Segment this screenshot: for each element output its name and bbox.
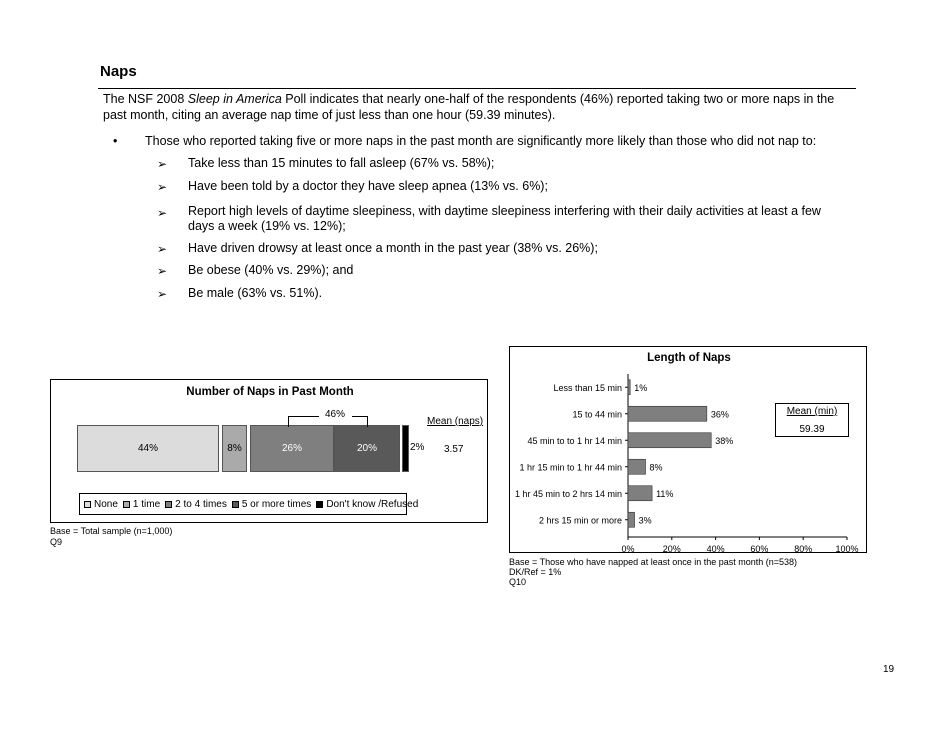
legend-swatch (232, 501, 239, 508)
legend-item (316, 499, 418, 510)
title-rule (98, 88, 856, 89)
naps-base-note: Base = Total sample (n=1,000) (50, 526, 173, 536)
nap-length-chart-title: Length of Naps (647, 352, 731, 364)
bar (628, 512, 635, 527)
bar (628, 406, 707, 421)
bar (628, 459, 646, 474)
legend-swatch (165, 501, 172, 508)
naps-label-5-plus: 20% (356, 443, 377, 454)
x-tick-label: 60% (750, 544, 769, 554)
sub-arrow-icon: ➢ (157, 157, 168, 171)
sub-point: Report high levels of daytime sleepiness, with daytime sleepiness interfering with their daily activities at least a few days a week (19% vs. 12%); (188, 204, 821, 233)
sub-point: Have been told by a doctor they have sleep apnea (13% vs. 6%); (188, 179, 548, 193)
x-tick-label: 40% (706, 544, 725, 554)
naps-label-1-time: 8% (227, 443, 242, 454)
nap-length-mean-value: 59.39 (799, 424, 825, 435)
naps-label-dk-ref: 2% (410, 442, 425, 453)
legend-swatch (84, 501, 91, 508)
sub-point: Take less than 15 minutes to fall asleep (67% vs. 58%); (188, 156, 495, 170)
bracket-label: 46% (324, 409, 345, 420)
bar (628, 486, 652, 501)
nap-length-question: Q10 (509, 577, 527, 587)
naps-seg-dk-ref (402, 425, 409, 472)
legend-item (123, 499, 160, 510)
intro-after: Poll indicates that nearly one-half of the respondents (46%) reported taking two or more naps in the past month, citing an average nap time of just less than one hour (59.39 minutes). (103, 92, 835, 122)
intro-paragraph (103, 92, 843, 123)
legend-label: 1 time (132, 498, 161, 510)
category-label: 15 to 44 min (572, 409, 622, 420)
sub-arrow-icon: ➢ (157, 242, 168, 256)
naps-mean-value: 3.57 (444, 444, 464, 455)
category-label: 1 hr 15 min to 1 hr 44 min (519, 462, 622, 473)
x-tick-label: 80% (794, 544, 813, 554)
x-tick-label: 0% (621, 544, 635, 554)
page-number: 19 (883, 664, 895, 675)
bracket-left (288, 416, 319, 427)
naps-label-none: 44% (137, 443, 158, 454)
sub-point: Be male (63% vs. 51%). (188, 286, 323, 300)
data-label: 1% (634, 382, 648, 393)
category-label: 1 hr 45 min to 2 hrs 14 min (514, 488, 622, 499)
category-label: 45 min to to 1 hr 14 min (527, 435, 622, 446)
x-tick-label: 20% (662, 544, 681, 554)
sub-arrow-icon: ➢ (157, 206, 168, 220)
intro-before: The NSF 2008 (103, 92, 188, 106)
nap-length-base-note: Base = Those who have napped at least once in the past month (n=538) (509, 557, 798, 567)
legend-item (232, 499, 311, 510)
legend-label: Don't know /Refused (326, 498, 419, 510)
sub-arrow-icon: ➢ (157, 287, 168, 301)
x-tick-label: 100% (835, 544, 859, 554)
data-label: 8% (649, 462, 663, 473)
legend-swatch (123, 501, 130, 508)
legend-item (165, 499, 227, 510)
sub-point: Have driven drowsy at least once a month in the past year (38% vs. 26%); (188, 241, 598, 255)
legend-label: 5 or more times (241, 498, 312, 510)
nap-length-dk-note: DK/Ref = 1% (509, 567, 562, 577)
bar (628, 380, 630, 395)
nap-length-chart (509, 346, 869, 554)
legend-swatch (316, 501, 323, 508)
data-label: 36% (710, 409, 729, 420)
data-label: 38% (715, 435, 734, 446)
naps-question: Q9 (50, 537, 63, 547)
category-label: Less than 15 min (553, 382, 622, 393)
naps-count-chart-title: Number of Naps in Past Month (186, 386, 354, 398)
bullet-text: Those who reported taking five or more naps in the past month are significantly more likely than those who did not nap to: (145, 134, 817, 148)
data-label: 3% (638, 515, 652, 526)
sub-point: Be obese (40% vs. 29%); and (188, 263, 354, 277)
nap-length-mean-label: Mean (min) (786, 406, 838, 417)
bullet-symbol: • (113, 134, 118, 148)
page-title: Naps (100, 63, 137, 80)
category-label: 2 hrs 15 min or more (538, 515, 622, 526)
legend-item (84, 499, 118, 510)
naps-mean-label: Mean (naps) (427, 416, 484, 427)
naps-legend (79, 493, 419, 515)
naps-label-2-to-4: 26% (281, 443, 302, 454)
sub-arrow-icon: ➢ (157, 180, 168, 194)
data-label: 11% (656, 488, 674, 499)
legend-label: 2 to 4 times (175, 498, 227, 510)
legend-label: None (94, 498, 118, 510)
bracket-right (352, 416, 368, 427)
intro-italic: Sleep in America (187, 92, 282, 106)
sub-arrow-icon: ➢ (157, 264, 168, 278)
bar (628, 433, 711, 448)
